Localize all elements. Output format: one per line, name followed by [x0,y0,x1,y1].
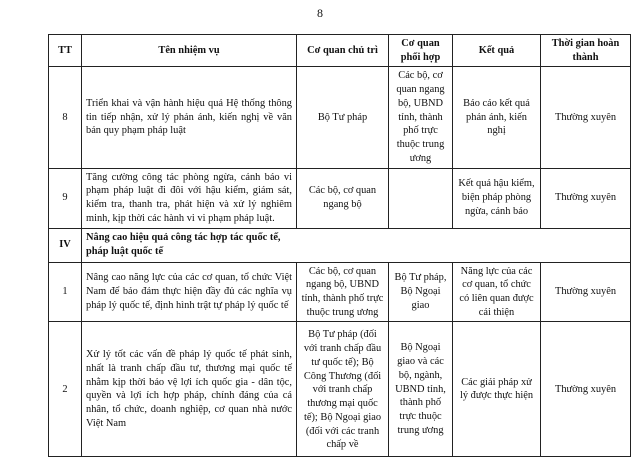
row-tt: 8 [49,67,82,168]
header-lead: Cơ quan chủ trì [297,35,389,67]
row-deadline: Thường xuyên [541,168,631,228]
row-task: Xử lý tốt các vấn đề pháp lý quốc tế phát sinh, nhất là tranh chấp đầu tư, thương mại quốc tế nhằm kịp thời bảo vệ lợi ích quốc gia - dân tộc, quyền và lợi ích hợp pháp, chính đáng của cá nhân, tổ chức, doanh nghiệp, cơ quan nhà nước Việt Nam [82,322,297,457]
row-tt: 2 [49,322,82,457]
section-title: Nâng cao hiệu quả công tác hợp tác quốc tế, pháp luật quốc tế [82,228,631,262]
table-row [49,67,631,168]
table-row [49,168,631,228]
row-lead: Các bộ, cơ quan ngang bộ [297,168,389,228]
row-coord: Bộ Tư pháp, Bộ Ngoại giao [389,262,453,322]
row-tt: 9 [49,168,82,228]
row-deadline: Thường xuyên [541,322,631,457]
row-result: Năng lực của các cơ quan, tổ chức có liên quan được cải thiện [453,262,541,322]
row-deadline: Thường xuyên [541,262,631,322]
table-row [49,262,631,322]
row-lead: Các bộ, cơ quan ngang bộ, UBND tỉnh, thành phố trực thuộc trung ương [297,262,389,322]
row-task: Tăng cường công tác phòng ngừa, cảnh báo vi phạm pháp luật đi đôi với hậu kiểm, giám sát, kiểm tra, thanh tra, phát hiện và xử lý nghiêm minh, kịp thời các hành vi vi phạm pháp luật. [82,168,297,228]
header-coord: Cơ quan phối hợp [389,35,453,67]
header-tt: TT [49,35,82,67]
row-deadline: Thường xuyên [541,67,631,168]
row-coord: Bộ Ngoại giao và các bộ, ngành, UBND tỉnh, thành phố trực thuộc trung ương [389,322,453,457]
page-number: 8 [317,6,323,20]
table-header-row [49,35,631,67]
row-task: Nâng cao năng lực của các cơ quan, tổ chức Việt Nam để bảo đảm thực hiện đầy đủ các nghĩa vụ pháp lý quốc tế, định hình trật tự pháp lý quốc tế [82,262,297,322]
row-tt: 1 [49,262,82,322]
row-lead: Bộ Tư pháp (đối với tranh chấp đầu tư quốc tế); Bộ Công Thương (đối với tranh chấp thương mại quốc tế); Bộ Ngoại giao (đối với các tranh chấp về [297,322,389,457]
row-lead: Bộ Tư pháp [297,67,389,168]
row-coord [389,168,453,228]
row-coord: Các bộ, cơ quan ngang bộ, UBND tỉnh, thành phố trực thuộc trung ương [389,67,453,168]
header-task: Tên nhiệm vụ [82,35,297,67]
header-result: Kết quả [453,35,541,67]
table-row [49,322,631,457]
row-result: Báo cáo kết quả phản ánh, kiến nghị [453,67,541,168]
header-deadline: Thời gian hoàn thành [541,35,631,67]
task-table [48,34,631,457]
section-tt: IV [49,228,82,262]
row-result: Kết quả hậu kiểm, biện pháp phòng ngừa, cảnh báo [453,168,541,228]
row-task: Triển khai và vận hành hiệu quả Hệ thống thông tin tiếp nhận, xử lý phản ánh, kiến nghị về văn bản quy phạm pháp luật [82,67,297,168]
row-result: Các giải pháp xử lý được thực hiện [453,322,541,457]
section-row [49,228,631,262]
